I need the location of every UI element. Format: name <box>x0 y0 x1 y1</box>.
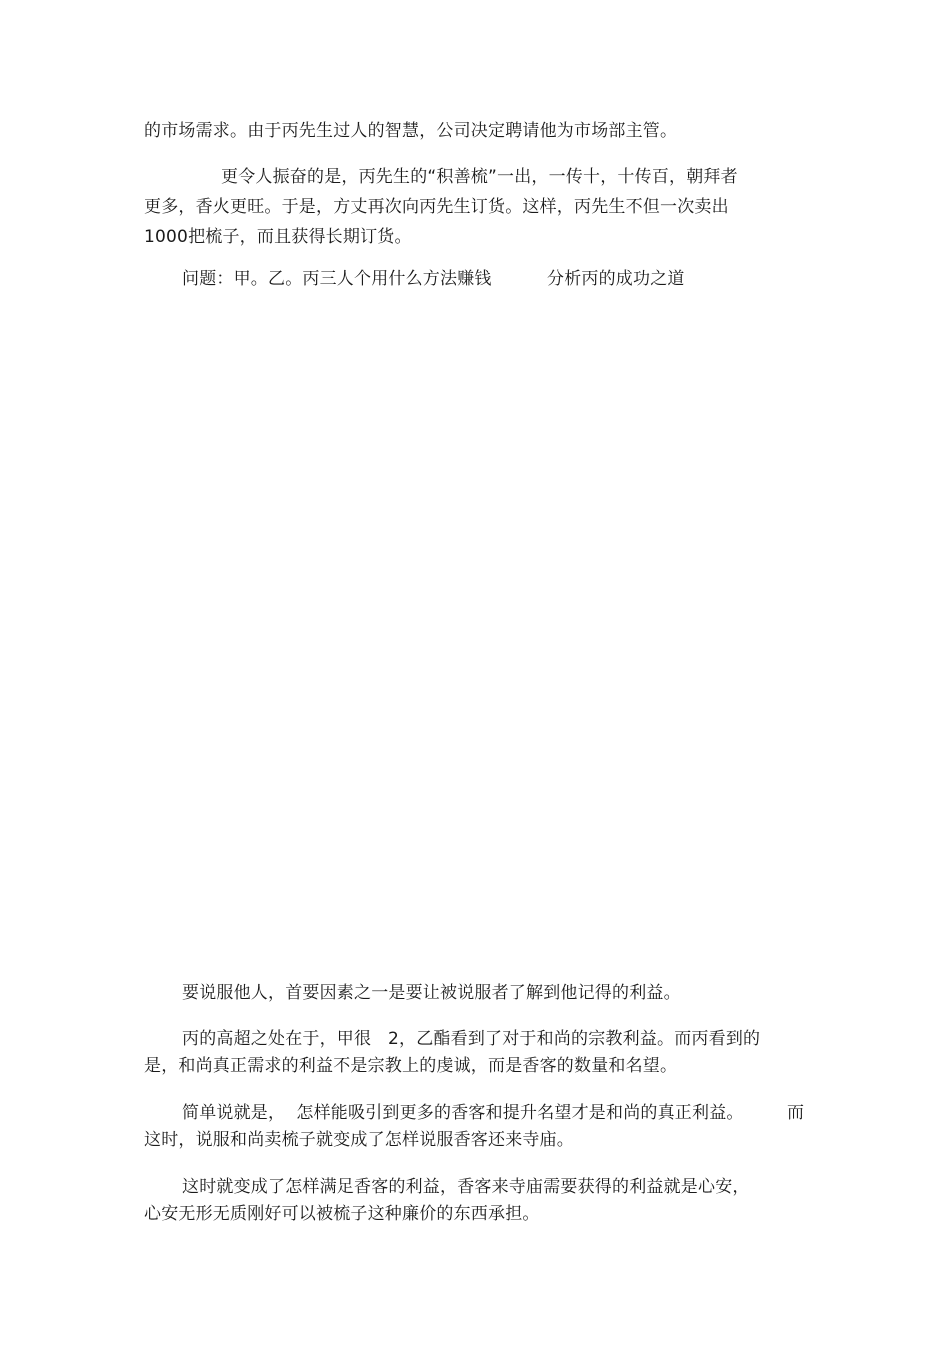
question-label: 问题：甲。乙。丙三人个用什么方法赚钱 <box>182 269 492 289</box>
text-line: 更多，香火更旺。于是，方丈再次向丙先生订货。这样，丙先生不但一次卖出 <box>144 197 729 217</box>
text-line: 而 <box>787 1103 805 1123</box>
text-line: 是，和尚真正需求的利益不是宗教上的虔诚，而是香客的数量和名望。 <box>144 1056 678 1076</box>
text-line: 1000把梳子，而且获得长期订货。 <box>144 227 412 247</box>
text-line: 更令人振奋的是，丙先生的“积善梳”一出，一传十，十传百，朝拜者 <box>221 167 738 187</box>
text-line: 这时就变成了怎样满足香客的利益，香客来寺庙需要获得的利益就是心安， <box>182 1177 750 1197</box>
text-line: 简单说就是， 怎样能吸引到更多的香客和提升名望才是和尚的真正利益。 <box>182 1103 744 1123</box>
text-line: 心安无形无质刚好可以被梳子这种廉价的东西承担。 <box>144 1204 540 1224</box>
text-line: 的市场需求。由于丙先生过人的智慧，公司决定聘请他为市场部主管。 <box>144 121 678 141</box>
question-analysis: 分析丙的成功之道 <box>547 269 685 289</box>
text-line: 丙的高超之处在于，甲很 2，乙酯看到了对于和尚的宗教利益。而丙看到的 <box>182 1029 761 1049</box>
text-line: 要说服他人，首要因素之一是要让被说服者了解到他记得的利益。 <box>182 983 681 1003</box>
text-line: 这时，说服和尚卖梳子就变成了怎样说服香客还来寺庙。 <box>144 1130 574 1150</box>
